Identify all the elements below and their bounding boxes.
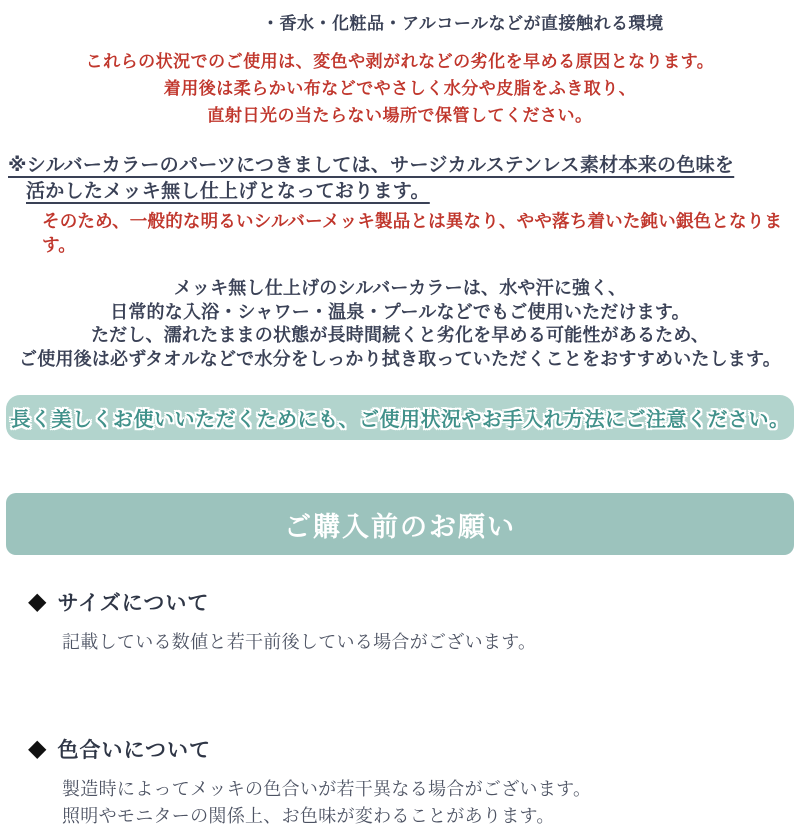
purchase-note-title: ご購入前のお願い xyxy=(284,511,516,542)
size-section-heading xyxy=(0,587,800,617)
usage-line: 日常的な入浴・シャワー・温泉・プールなどでもご使用いただけます。 xyxy=(110,301,690,322)
diamond-bullet-icon: ◆ xyxy=(28,735,48,762)
color-section-heading xyxy=(0,734,800,764)
water-resistance-usage-note xyxy=(0,277,800,371)
color-note-section xyxy=(0,734,800,830)
warning-line: これらの状況でのご使用は、変色や剥がれなどの劣化を早める原因となります。 xyxy=(85,52,715,71)
silver-color-note xyxy=(0,153,800,205)
usage-line: ただし、濡れたままの状態が長時間続くと劣化を早める可能性があるため、 xyxy=(90,325,710,345)
color-section-body-line: 製造時によってメッキの色合いが若干異なる場合がございます。 xyxy=(62,779,592,799)
size-section-body xyxy=(0,629,800,656)
size-section-body-line: 記載している数値と若干前後している場合がございます。 xyxy=(62,632,537,652)
usage-line: メッキ無し仕上げのシルバーカラーは、水や汗に強く、 xyxy=(173,278,627,298)
care-reminder-banner-text: 長く美しくお使いいただくためにも、ご使用状況やお手入れ方法にご注意ください。 xyxy=(10,409,790,431)
color-section-body xyxy=(0,776,800,830)
diamond-bullet-icon: ◆ xyxy=(28,588,48,615)
silver-note-text: 活かしたメッキ無し仕上げとなっております。 xyxy=(26,181,430,202)
silver-note-line xyxy=(0,153,800,179)
color-section-body-line: 照明やモニターの関係上、お色味が変わることがあります。 xyxy=(62,806,555,826)
usage-line: ご使用後は必ずタオルなどで水分をしっかり拭き取っていただくことをおすすめいたします。 xyxy=(19,348,781,369)
color-section-heading-text: 色合いについて xyxy=(57,739,212,762)
size-note-section xyxy=(0,587,800,656)
environment-list-item: ・香水・化粧品・アルコールなどが直接触れる環境 xyxy=(262,14,664,33)
silver-color-red-note: そのため、一般的な明るいシルバーメッキ製品とは異なり、やや落ち着いた鈍い銀色となります。 xyxy=(42,211,783,255)
purchase-note-title-band xyxy=(6,493,794,555)
warning-line: 直射日光の当たらない場所で保管してください。 xyxy=(207,106,593,125)
care-reminder-banner xyxy=(6,395,794,440)
silver-note-line xyxy=(0,179,800,205)
deterioration-warning xyxy=(0,48,800,129)
warning-line: 着用後は柔らかい布などでやさしく水分や皮脂をふき取り、 xyxy=(163,79,637,98)
size-section-heading-text: サイズについて xyxy=(57,592,210,615)
silver-note-text: ※シルバーカラーのパーツにつきましては、サージカルステンレス素材本来の色味を xyxy=(8,155,735,176)
